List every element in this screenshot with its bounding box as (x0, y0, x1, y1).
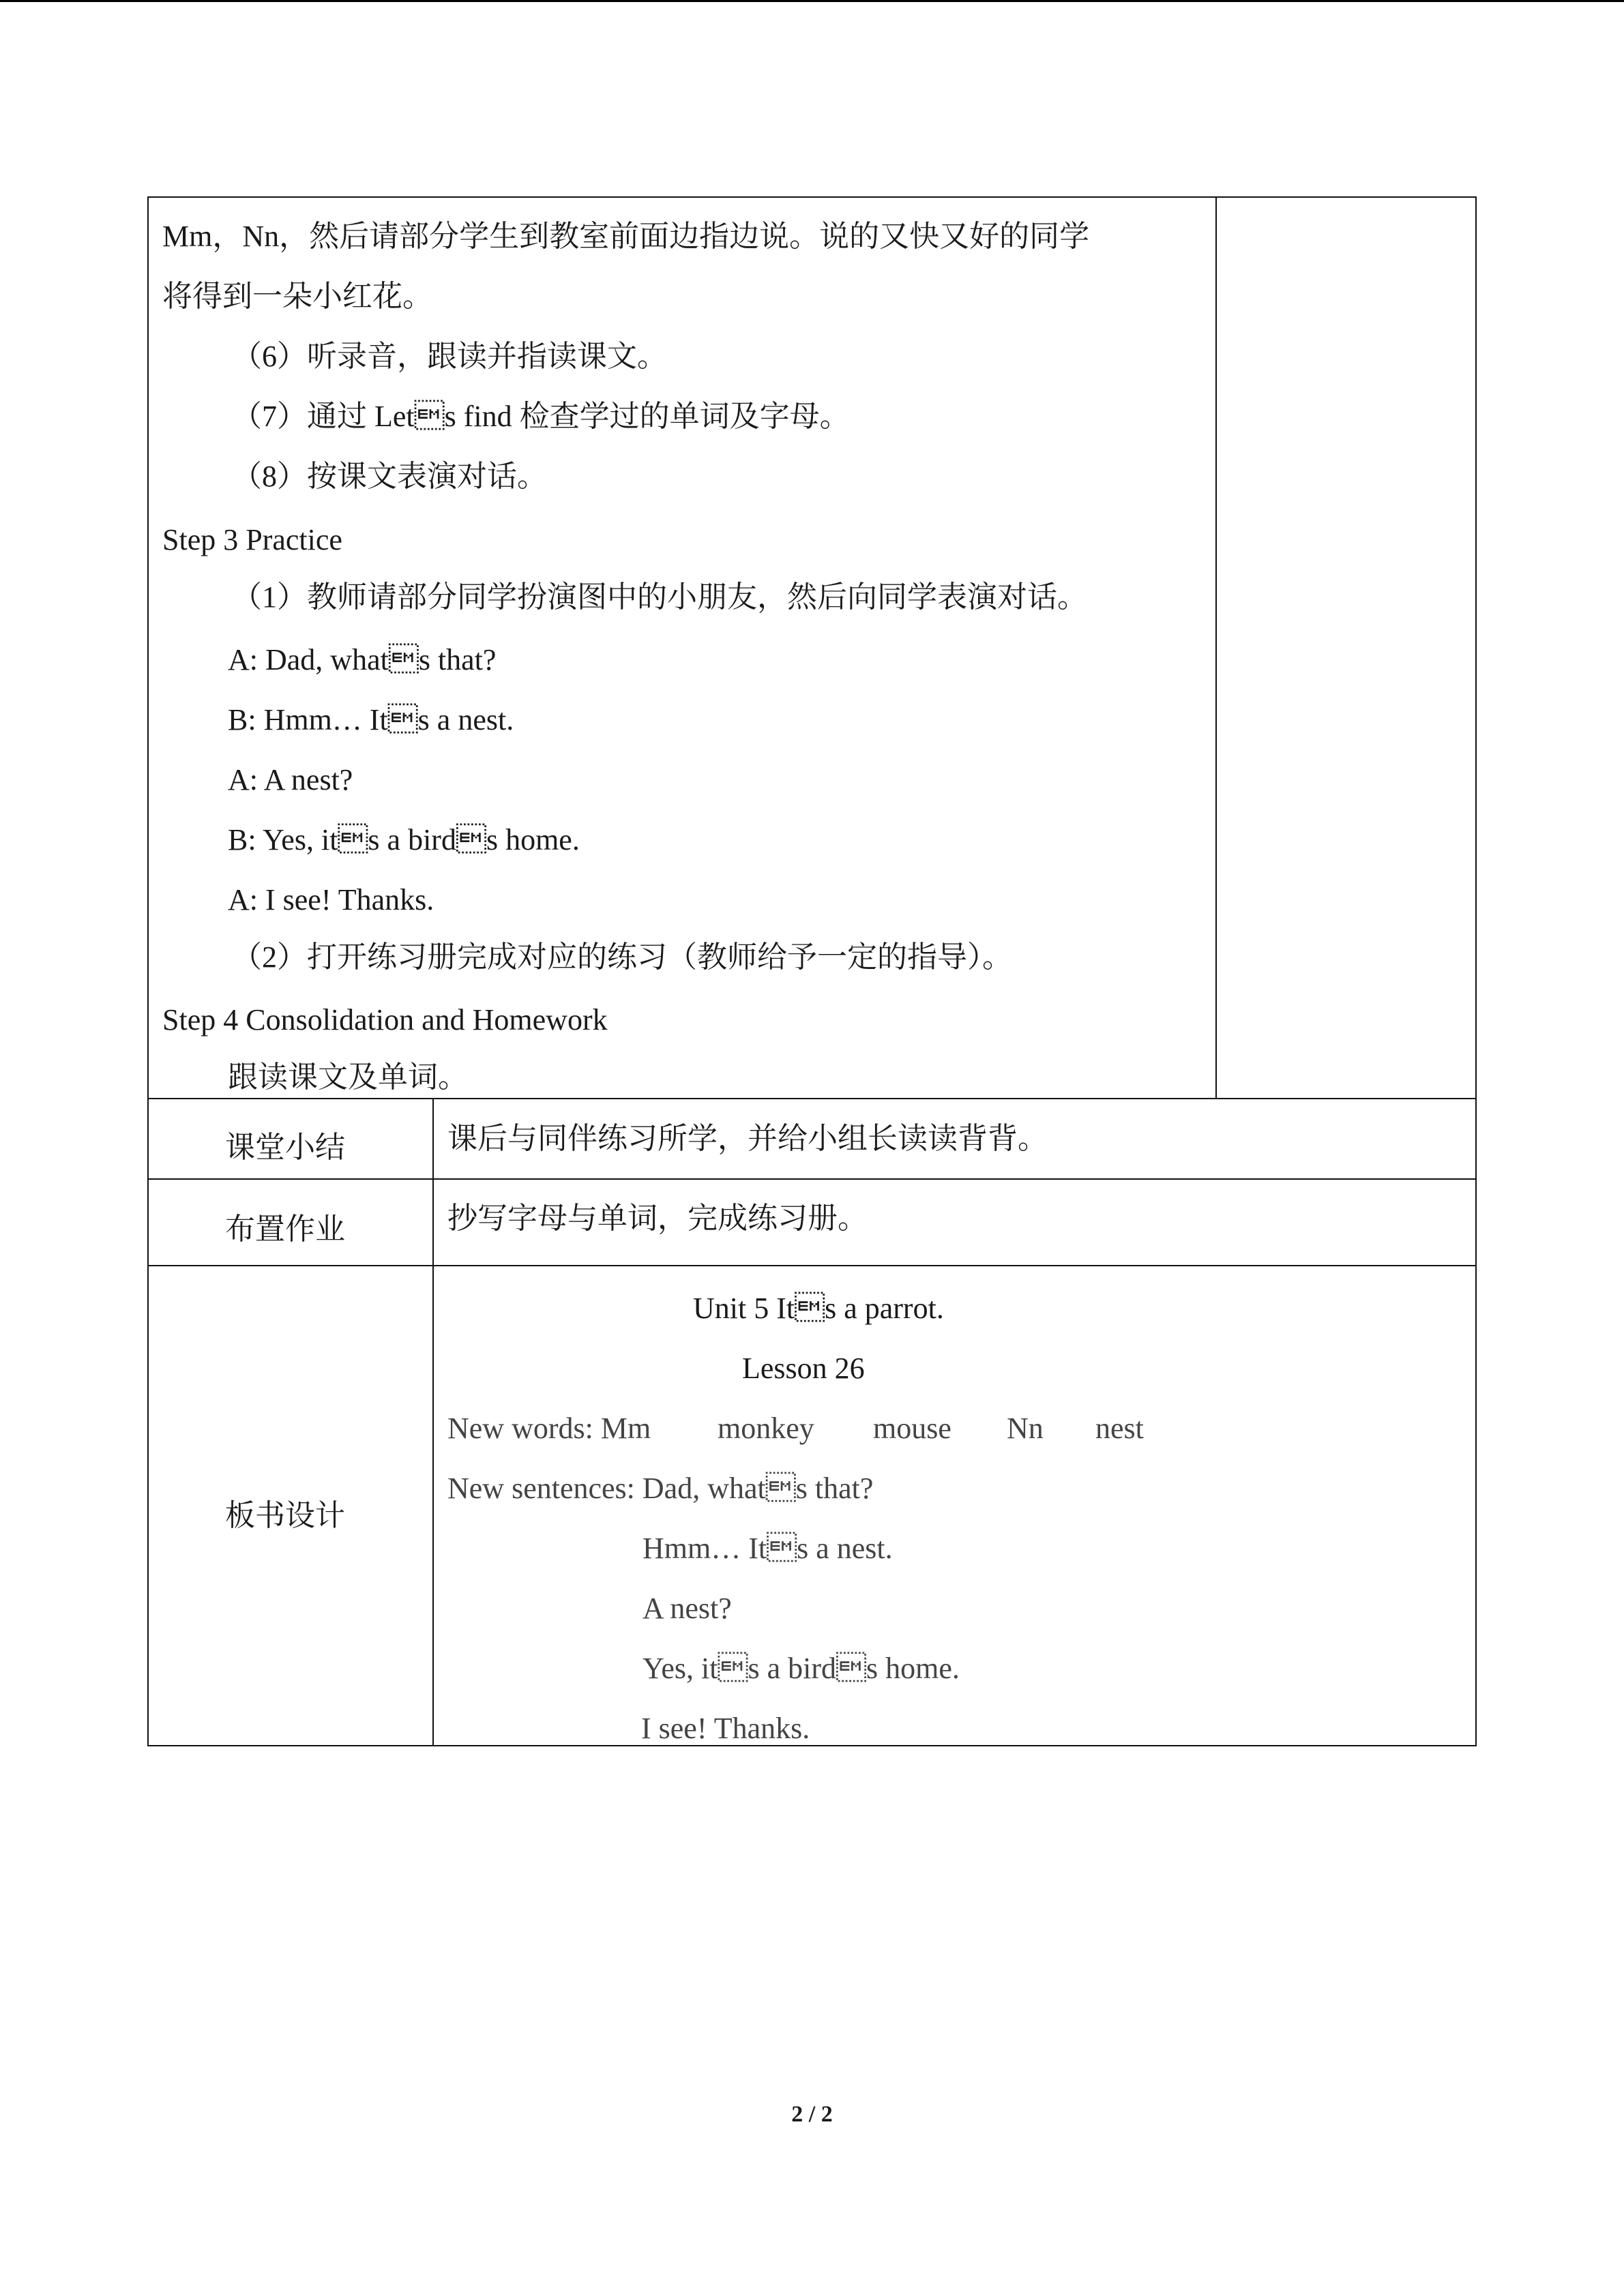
dialogue-line: B: Hmm… Its a nest. (228, 703, 514, 736)
summary-label: 课堂小结 (225, 1131, 345, 1164)
row-divider-2 (147, 1178, 1477, 1180)
summary-content: 课后与同伴练习所学，并给小组长读读背背。 (447, 1122, 1048, 1155)
board-sentences-label: New sentences: Dad, whats that? (447, 1472, 874, 1505)
step-heading: Step 4 Consolidation and Homework (162, 1003, 608, 1037)
procedure-line: 跟读课文及单词。 (228, 1060, 468, 1094)
procedure-line: （8）按课文表演对话。 (232, 460, 547, 493)
table-left-border (147, 196, 149, 1746)
top-section-divider (1215, 196, 1217, 1099)
table-top-border (147, 196, 1477, 198)
row-divider-1 (147, 1098, 1477, 1099)
homework-content: 抄写字母与单词，完成练习册。 (447, 1202, 868, 1235)
board-title: Unit 5 Its a parrot. (693, 1292, 944, 1325)
procedure-line: （7）通过 Lets find 检查学过的单词及字母。 (232, 400, 850, 433)
procedure-line: 将得到一朵小红花。 (162, 280, 432, 313)
dialogue-line: A: A nest? (228, 763, 353, 796)
board-sentence: Hmm… Its a nest. (643, 1532, 893, 1565)
board-label: 板书设计 (225, 1499, 345, 1532)
procedure-line: Mm，Nn，然后请部分学生到教室前面边指边说。说的又快又好的同学 (162, 220, 1090, 253)
table-right-border (1475, 196, 1477, 1746)
dialogue-line: B: Yes, its a birds home. (228, 823, 580, 856)
board-lesson: Lesson 26 (742, 1352, 865, 1385)
board-sentence: Yes, its a birds home. (643, 1652, 960, 1685)
step-heading: Step 3 Practice (162, 523, 342, 556)
board-sentence: A nest? (643, 1592, 732, 1625)
label-column-divider (432, 1098, 434, 1746)
board-word: nest (1095, 1412, 1144, 1445)
homework-label: 布置作业 (225, 1212, 345, 1246)
board-word: monkey (718, 1412, 814, 1445)
dialogue-line: A: I see! Thanks. (228, 883, 434, 916)
board-word: Nn (1007, 1412, 1044, 1445)
procedure-line: （6）听录音，跟读并指读课文。 (232, 340, 667, 373)
page-number: 2 / 2 (791, 2102, 833, 2127)
board-sentence: I see! Thanks. (641, 1712, 810, 1745)
board-words-label: New words: Mm (447, 1412, 651, 1445)
procedure-line: （1）教师请部分同学扮演图中的小朋友，然后向同学表演对话。 (232, 580, 1087, 614)
board-word: mouse (873, 1412, 951, 1445)
table-bottom-border (147, 1745, 1477, 1746)
dialogue-line: A: Dad, whats that? (228, 643, 497, 676)
row-divider-3 (147, 1265, 1477, 1266)
page-top-rule (0, 0, 1624, 2)
procedure-line: （2）打开练习册完成对应的练习（教师给予一定的指导）。 (232, 940, 1012, 974)
